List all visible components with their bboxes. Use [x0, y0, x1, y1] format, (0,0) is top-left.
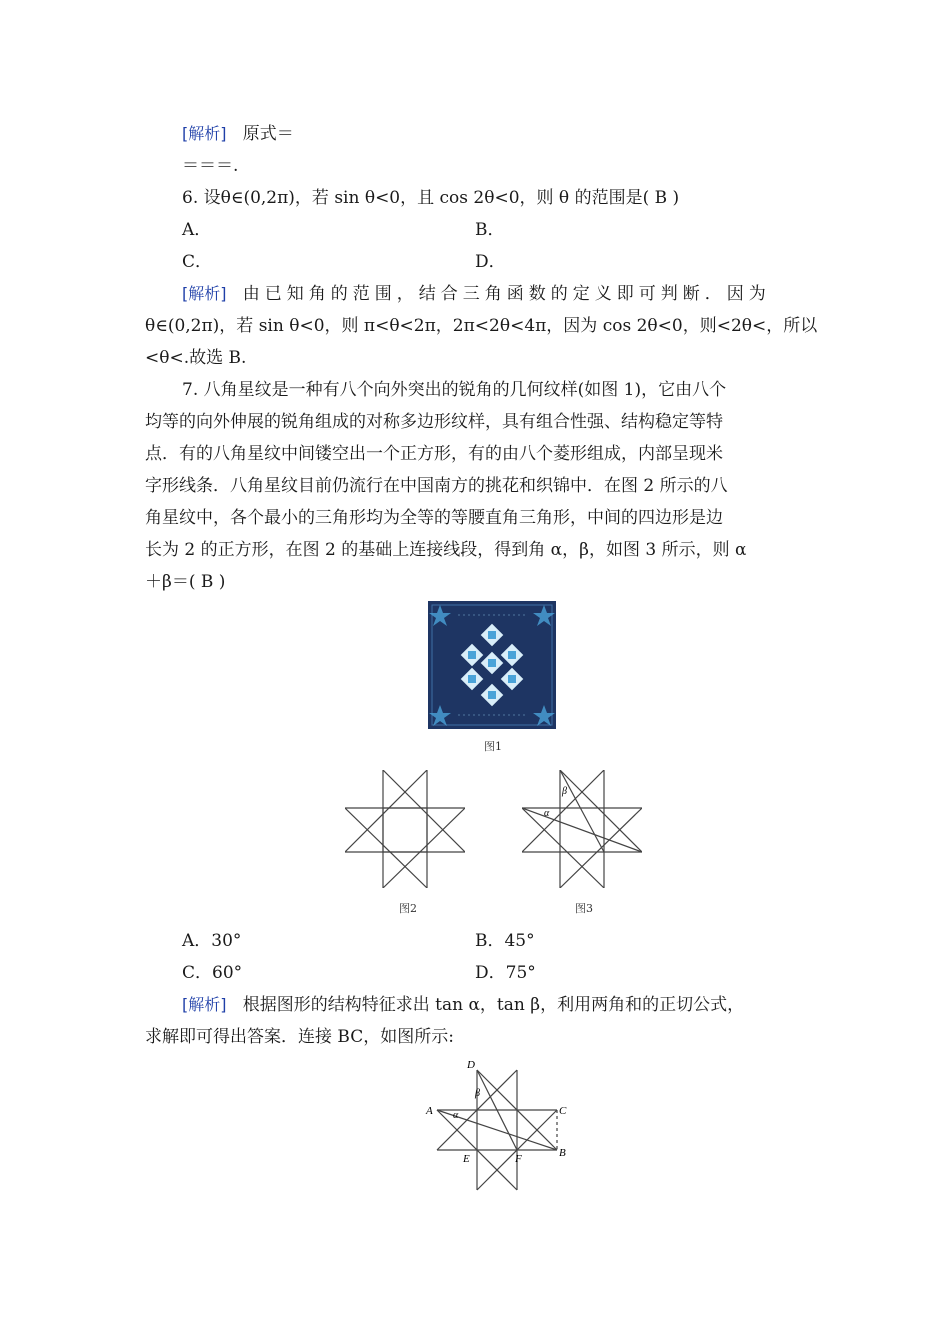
q7-option-d: D．75°	[475, 963, 536, 983]
q7-options-row2	[145, 957, 810, 989]
q6-stem: 6. 设θ∈(0,2π)，若 sin θ<0，且 cos 2θ<0，则 θ 的范围是( B )	[182, 188, 680, 208]
jiexi-tag: [解析]	[182, 995, 227, 1014]
q7-stem	[145, 374, 810, 598]
jiexi-tag: [解析]	[182, 124, 227, 143]
fig3-beta-label: β	[562, 786, 567, 797]
figure2-octagram	[345, 770, 465, 888]
figure3-caption: 图3	[575, 902, 593, 915]
q7-stem-line: 字形线条．八角星纹目前仍流行在中国南方的挑花和织锦中．在图 2 所示的八	[145, 476, 728, 496]
q6-option-c: C．	[182, 252, 213, 272]
q6-option-b: B．	[475, 220, 505, 240]
label-C: C	[559, 1105, 567, 1117]
q6-options-row1	[145, 214, 810, 246]
q7-options-and-analysis	[145, 925, 810, 1053]
label-F: F	[515, 1153, 522, 1165]
figure1-caption: 图1	[484, 740, 502, 753]
q6-analysis-line2: θ∈(0,2π)，若 sin θ<0，则 π<θ<2π，2π<2θ<4π，因为 cos 2θ<0，则<2θ<，所以	[145, 316, 818, 336]
q7-option-b: B．45°	[475, 931, 535, 951]
label-A: A	[426, 1105, 433, 1117]
q7-stem-line: 点．有的八角星纹中间镂空出一个正方形，有的由八个菱形组成，内部呈现米	[145, 444, 723, 464]
q7-stem-line: 长为 2 的正方形，在图 2 的基础上连接线段，得到角 α，β，如图 3 所示，则 α	[145, 540, 747, 560]
q5-analysis-line2: ＝＝＝.	[182, 156, 239, 176]
q7-stem-line: ＋β＝( B )	[145, 572, 226, 592]
q5-analysis-text: 原式＝	[242, 124, 294, 144]
label-B: B	[559, 1147, 566, 1159]
q6-analysis-line3: <θ<.故选 B.	[145, 348, 247, 368]
q6-option-a: A．	[182, 220, 212, 240]
q7-analysis-line2: 求解即可得出答案．连接 BC，如图所示:	[145, 1027, 454, 1047]
q7-analysis-line1	[145, 989, 810, 1021]
label-E: E	[463, 1153, 470, 1165]
q7-stem-line: 均等的向外伸展的锐角组成的对称多边形纹样，具有组合性强、结构稳定等特	[145, 412, 723, 432]
document-body	[145, 118, 818, 598]
q6-option-d: D．	[475, 252, 506, 272]
label-beta: β	[475, 1088, 480, 1099]
q7-stem-line: 角星纹中，各个最小的三角形均为全等的等腰直角三角形，中间的四边形是边	[145, 508, 723, 528]
q7-options-row1	[145, 925, 810, 957]
fig3-alpha-label: α	[544, 808, 550, 819]
q7-option-a: A．30°	[182, 931, 242, 951]
q6-analysis-line1	[145, 278, 810, 310]
q6-options-row2	[145, 246, 810, 278]
jiexi-tag: [解析]	[182, 284, 227, 303]
figure2-caption: 图2	[399, 902, 417, 915]
figure1-pattern-image	[428, 601, 556, 729]
solution-figure-labeled	[425, 1058, 570, 1198]
label-D: D	[467, 1059, 475, 1071]
q5-analysis	[145, 118, 810, 150]
q7-option-c: C．60°	[182, 963, 243, 983]
label-alpha: α	[453, 1110, 459, 1121]
q7-stem-line: 7. 八角星纹是一种有八个向外突出的锐角的几何纹样(如图 1)，它由八个	[182, 380, 727, 400]
figure3-octagram-angles	[522, 770, 642, 888]
q7-analysis-text1: 根据图形的结构特征求出 tan α，tan β，利用两角和的正切公式，	[242, 995, 745, 1015]
q6-analysis-text1: 由已知角的范围，结合三角函数的定义即可判断．因为	[242, 284, 771, 304]
